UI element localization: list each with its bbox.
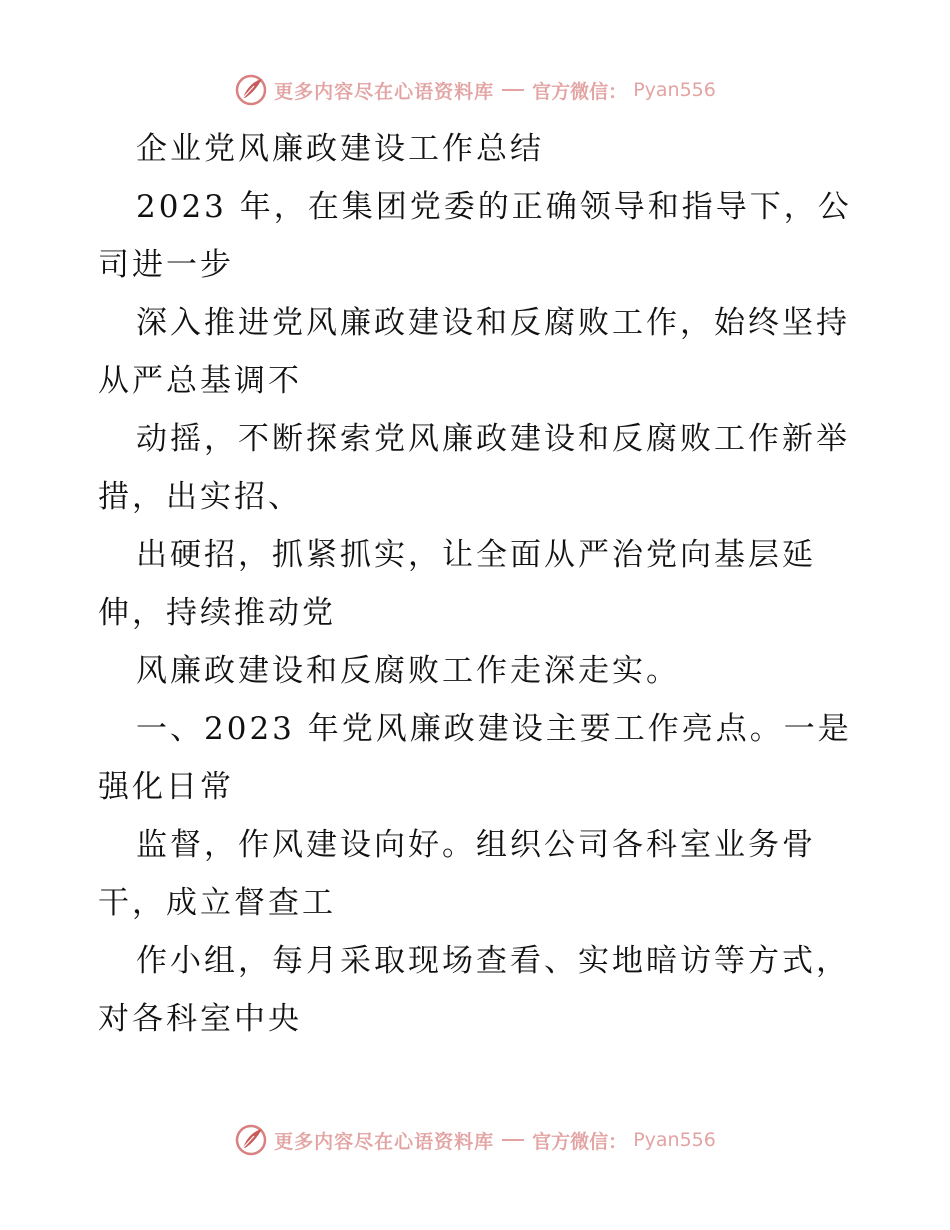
banner-wechat-id: Pyan556 <box>633 79 716 101</box>
banner-site-name: 更多内容尽在心语资料库 <box>274 1130 495 1153</box>
paragraph-line: 措，出实招、 <box>98 479 302 515</box>
paragraph-line: 作小组，每月采取现场查看、实地暗访等方式， <box>136 943 850 979</box>
paragraph-line: 伸，持续推动党 <box>98 595 336 631</box>
paragraph-line: 出硬招，抓紧抓实，让全面从严治党向基层延 <box>136 537 816 573</box>
banner-wechat-id: Pyan556 <box>633 1129 716 1151</box>
header-banner-content <box>234 73 716 107</box>
banner-wechat-label: 官方微信： <box>532 1130 628 1153</box>
document-title: 企业党风廉政建设工作总结 <box>136 131 544 167</box>
banner-wechat-label: 官方微信： <box>532 80 628 103</box>
header-banner <box>0 70 950 110</box>
paragraph-line: 从严总基调不 <box>98 363 302 399</box>
feather-pen-logo-icon <box>234 73 268 107</box>
banner-dash <box>502 1139 524 1141</box>
feather-pen-logo-icon <box>234 1123 268 1157</box>
paragraph-line: 动摇，不断探索党风廉政建设和反腐败工作新举 <box>136 421 850 457</box>
banner-dash <box>502 89 524 91</box>
paragraph-line: 2023 年，在集团党委的正确领导和指导下，公 <box>136 189 852 225</box>
paragraph-line: 对各科室中央 <box>98 1001 302 1037</box>
paragraph-line: 一、2023 年党风廉政建设主要工作亮点。一是 <box>136 711 852 747</box>
banner-site-name: 更多内容尽在心语资料库 <box>274 80 495 103</box>
paragraph-line: 强化日常 <box>98 769 234 805</box>
paragraph-line: 风廉政建设和反腐败工作走深走实。 <box>136 653 680 689</box>
document-body <box>98 120 858 1048</box>
paragraph-line: 干，成立督查工 <box>98 885 336 921</box>
footer-banner <box>0 1120 950 1160</box>
paragraph-line: 深入推进党风廉政建设和反腐败工作，始终坚持 <box>136 305 850 341</box>
paragraph-line: 监督，作风建设向好。组织公司各科室业务骨 <box>136 827 816 863</box>
footer-banner-content <box>234 1123 716 1157</box>
paragraph-line: 司进一步 <box>98 247 234 283</box>
